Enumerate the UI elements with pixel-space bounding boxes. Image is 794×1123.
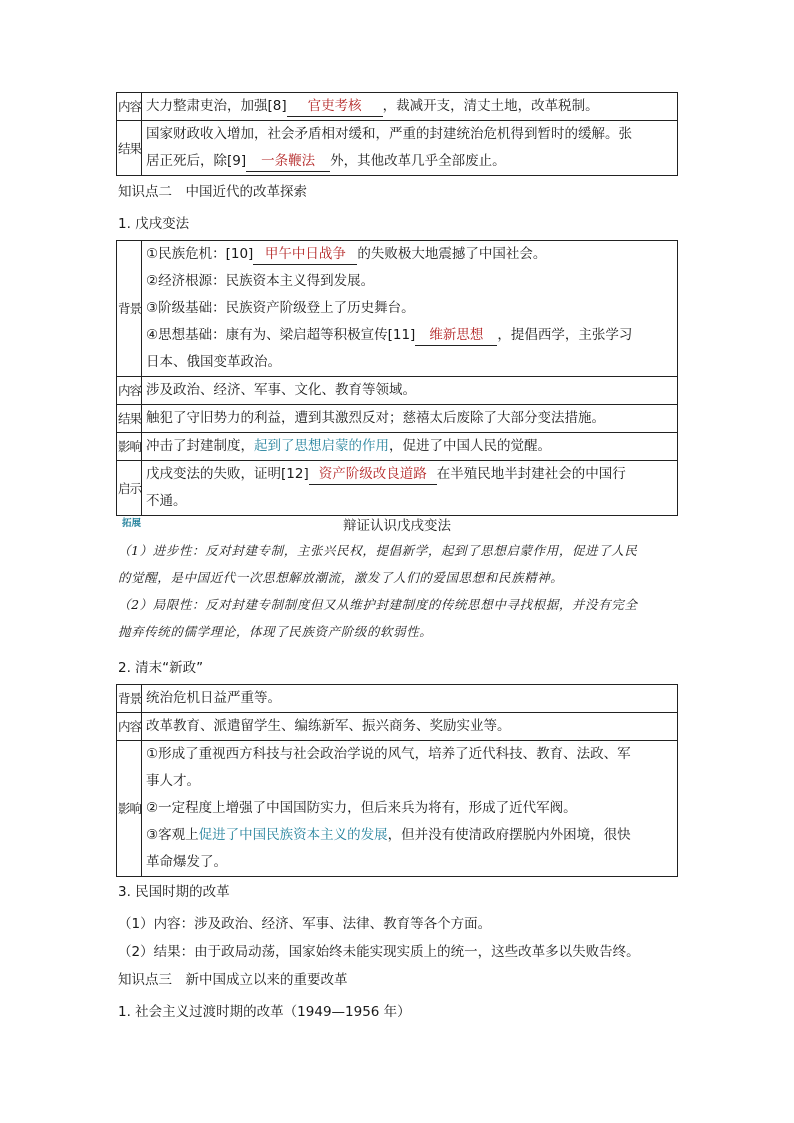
section-title-kp2: 知识点二 中国近代的改革探索 bbox=[118, 184, 307, 200]
text: ①民族危机：[10] bbox=[146, 246, 254, 262]
text: 在半殖民地半封建社会的中国行 bbox=[436, 466, 626, 482]
table-row bbox=[117, 461, 678, 516]
content-cell: 涉及政治、经济、军事、文化、教育等领域。 bbox=[142, 377, 678, 405]
text: 不通。 bbox=[146, 493, 187, 509]
text: 日本、俄国变革政治。 bbox=[146, 354, 281, 370]
content-cell: 改革教育、派遣留学生、编练新军、振兴商务、奖励实业等。 bbox=[142, 713, 678, 741]
table-row bbox=[117, 121, 678, 176]
impact-cell bbox=[142, 433, 678, 461]
impact-cell bbox=[142, 741, 678, 877]
answer-blank: 官吏考核 bbox=[287, 96, 383, 117]
background-cell bbox=[142, 241, 678, 377]
result-cell: 触犯了守旧势力的利益，遭到其激烈反对；慈禧太后废除了大部分变法措施。 bbox=[142, 405, 678, 433]
text: ③阶级基础：民族资产阶级登上了历史舞台。 bbox=[146, 300, 415, 316]
row-label: 影响 bbox=[117, 741, 142, 877]
text: 大力整肃吏治，加强[8] bbox=[146, 98, 287, 114]
text: 戊戌变法的失败，证明[12] bbox=[146, 466, 309, 482]
text: 冲击了封建制度， bbox=[146, 438, 254, 454]
table-row bbox=[117, 377, 678, 405]
table-row bbox=[117, 713, 678, 741]
paragraph: （2）结果：由于政局动荡，国家始终未能实现实质上的统一，这些改革多以失败告终。 bbox=[118, 944, 640, 960]
text: ，促进了中国人民的觉醒。 bbox=[389, 438, 551, 454]
text: 革命爆发了。 bbox=[146, 854, 227, 870]
insight-cell bbox=[142, 461, 678, 516]
row-label: 影响 bbox=[117, 433, 142, 461]
wuxu-reform-table bbox=[116, 240, 678, 516]
table-row bbox=[117, 241, 678, 377]
highlight-text: 起到了思想启蒙的作用 bbox=[254, 438, 389, 454]
text: （2）局限性：反对封建专制制度但又从维护封建制度的传统思想中寻找根据，并没有完全 bbox=[118, 597, 638, 612]
subsection-title: 1. 戊戌变法 bbox=[118, 216, 190, 232]
table-row bbox=[117, 93, 678, 121]
text: 国家财政收入增加，社会矛盾相对缓和，严重的封建统治危机得到暂时的缓解。张 bbox=[146, 126, 632, 142]
table-row bbox=[117, 685, 678, 713]
answer-blank: 维新思想 bbox=[415, 325, 497, 346]
text: ③客观上 bbox=[146, 827, 199, 843]
result-cell bbox=[142, 121, 678, 176]
text: 外，其他改革几乎全部废止。 bbox=[330, 153, 506, 169]
row-label: 背景 bbox=[117, 685, 142, 713]
text: ，提倡西学，主张学习 bbox=[497, 327, 633, 343]
extension-paragraph bbox=[118, 537, 678, 645]
text: ④思想基础：康有为、梁启超等积极宣传[11] bbox=[146, 327, 416, 343]
section-title-kp3: 知识点三 新中国成立以来的重要改革 bbox=[118, 972, 348, 988]
subsection-title: 2. 清末“新政” bbox=[118, 660, 204, 676]
text: 的觉醒，是中国近代一次思想解放潮流，激发了人们的爱国思想和民族精神。 bbox=[118, 570, 564, 585]
zhang-juzheng-reform-table bbox=[116, 92, 678, 176]
row-label: 内容 bbox=[117, 713, 142, 741]
answer-blank: 一条鞭法 bbox=[246, 151, 330, 172]
row-label: 结果 bbox=[117, 405, 142, 433]
row-label: 内容 bbox=[117, 377, 142, 405]
text: 抛弃传统的儒学理论，体现了民族资产阶级的软弱性。 bbox=[118, 624, 433, 639]
paragraph: （1）内容：涉及政治、经济、军事、法律、教育等各个方面。 bbox=[118, 916, 492, 932]
background-cell: 统治危机日益严重等。 bbox=[142, 685, 678, 713]
new-policy-table bbox=[116, 684, 678, 877]
text: ②经济根源：民族资本主义得到发展。 bbox=[146, 273, 375, 289]
answer-blank: 资产阶级改良道路 bbox=[309, 464, 437, 485]
table-row bbox=[117, 433, 678, 461]
text: ②一定程度上增强了中国国防实力，但后来兵为将有，形成了近代军阀。 bbox=[146, 800, 577, 816]
text: ，裁减开支，清丈土地，改革税制。 bbox=[382, 98, 599, 114]
row-label: 背景 bbox=[117, 241, 142, 377]
text: 居正死后，除[9] bbox=[146, 153, 247, 169]
answer-blank: 甲午中日战争 bbox=[253, 244, 357, 265]
extension-tag: 拓展 bbox=[122, 518, 142, 529]
text: 的失败极大地震撼了中国社会。 bbox=[357, 246, 547, 262]
table-row bbox=[117, 741, 678, 877]
row-label: 结果 bbox=[117, 121, 142, 176]
table-row bbox=[117, 405, 678, 433]
content-cell bbox=[142, 93, 678, 121]
text: ，但并没有使清政府摆脱内外困境，很快 bbox=[387, 827, 631, 843]
row-label: 启示 bbox=[117, 461, 142, 516]
text: 事人才。 bbox=[146, 773, 200, 789]
extension-title: 辩证认识戊戌变法 bbox=[343, 518, 451, 534]
subsection-title: 1. 社会主义过渡时期的改革（1949—1956 年） bbox=[118, 1004, 411, 1020]
highlight-text: 促进了中国民族资本主义的发展 bbox=[198, 827, 388, 843]
row-label: 内容 bbox=[117, 93, 142, 121]
text: （1）进步性：反对封建专制，主张兴民权，提倡新学，起到了思想启蒙作用，促进了人民 bbox=[118, 543, 638, 558]
subsection-title: 3. 民国时期的改革 bbox=[118, 884, 230, 900]
text: ①形成了重视西方科技与社会政治学说的风气，培养了近代科技、教育、法政、军 bbox=[146, 746, 631, 762]
